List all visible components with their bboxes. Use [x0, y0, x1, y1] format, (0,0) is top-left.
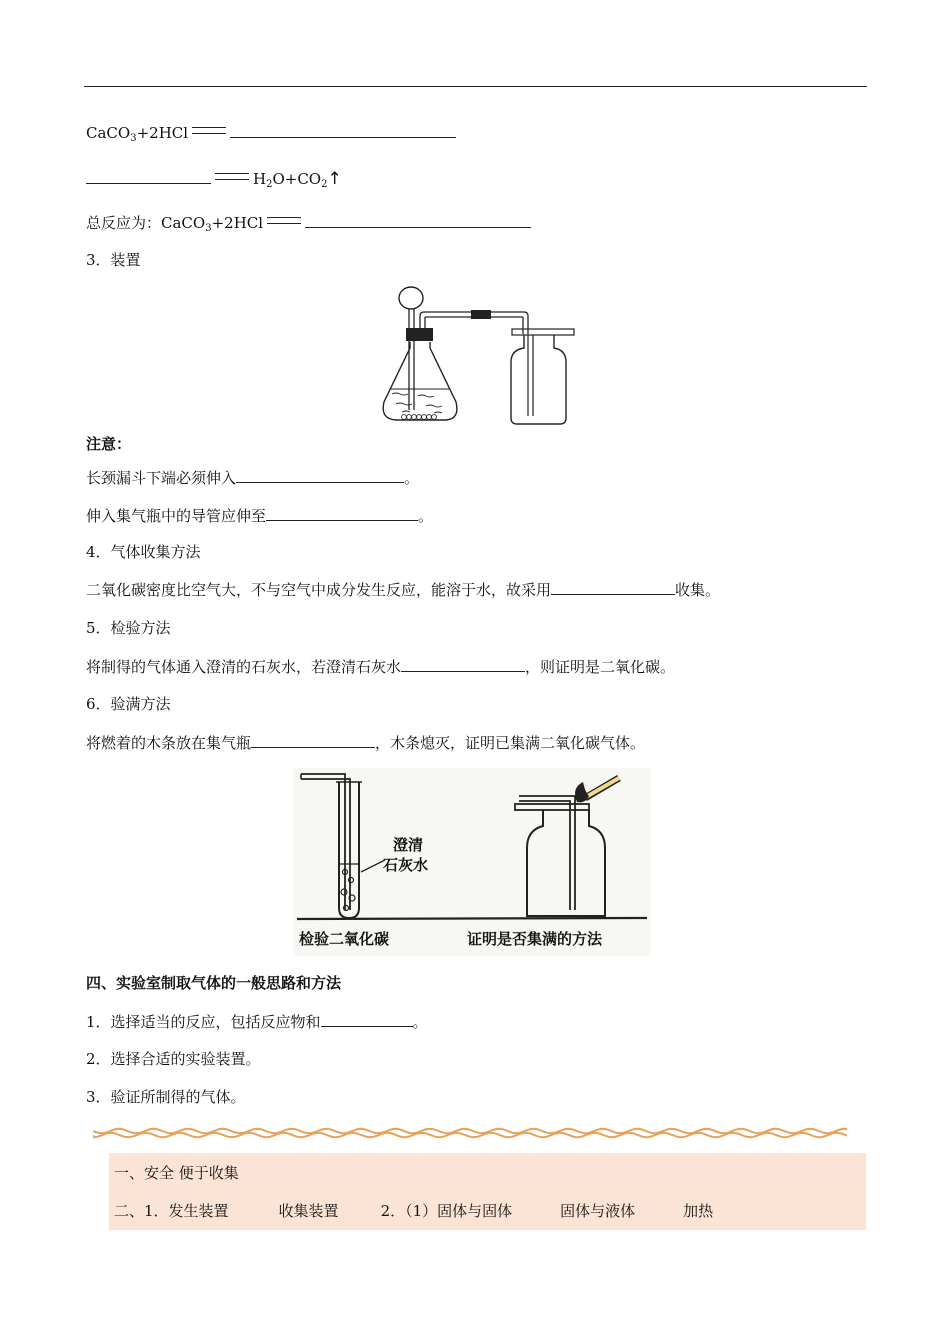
step-2: 2．选择合适的实验装置。 — [86, 1050, 261, 1068]
answer-line-1: 一、安全 便于收集 — [114, 1164, 239, 1182]
answer-blank[interactable] — [230, 122, 456, 138]
equals-sign — [215, 173, 249, 180]
answer-blank[interactable] — [305, 212, 531, 228]
equation-total: 总反应为：CaCO$_3$+2HCl — [86, 212, 531, 239]
test-figure — [293, 768, 651, 956]
section-four-title: 四、实验室制取气体的一般思路和方法 — [86, 974, 342, 992]
answer-line-2: 二、1．发生装置 收集装置 2．（1）固体与固体 固体与液体 加热 — [114, 1202, 714, 1220]
limewater-label-1: 澄清 — [393, 836, 424, 854]
full-check-text: 将燃着的木条放在集气瓶 ，木条熄灭，证明已集满二氧化碳气体。 — [86, 734, 646, 752]
note-funnel: 长颈漏斗下端必须伸入 。 — [86, 469, 420, 487]
equation-1: CaCO$_3$+2HCl — [86, 122, 456, 149]
section-test: 5．检验方法 — [86, 619, 171, 637]
collection-text: 二氧化碳密度比空气大，不与空气中成分发生反应，能溶于水，故采用 收集。 — [86, 581, 721, 599]
answer-blank[interactable] — [251, 732, 375, 748]
answer-blank[interactable] — [551, 579, 675, 595]
test-text: 将制得的气体通入澄清的石灰水，若澄清石灰水 ，则证明是二氧化碳。 — [86, 658, 676, 676]
step-1: 1．选择适当的反应，包括反应物和 。 — [86, 1013, 428, 1031]
equation-2: $H_2O+CO_2↑$ — [86, 168, 342, 195]
apparatus-figure — [378, 282, 578, 428]
note-title: 注意： — [86, 435, 132, 453]
section-collection: 4．气体收集方法 — [86, 543, 201, 561]
caption-full-check: 证明是否集满的方法 — [467, 930, 603, 948]
note-tube: 伸入集气瓶中的导管应伸至 。 — [86, 507, 434, 525]
answer-blank[interactable] — [236, 467, 404, 483]
answer-blank[interactable] — [86, 168, 211, 184]
caption-test-co2: 检验二氧化碳 — [299, 930, 390, 948]
equals-sign — [192, 127, 226, 134]
answer-blank[interactable] — [321, 1011, 413, 1027]
wave-divider — [93, 1126, 847, 1140]
answer-blank[interactable] — [266, 505, 418, 521]
step-3: 3．验证所制得的气体。 — [86, 1088, 246, 1106]
gas-arrow-icon: ↑ — [327, 169, 342, 189]
header-rule — [84, 86, 867, 87]
equals-sign — [267, 217, 301, 224]
section-full-check: 6．验满方法 — [86, 695, 171, 713]
limewater-label-2: 石灰水 — [383, 856, 429, 874]
section-apparatus: 3．装置 — [86, 251, 141, 269]
answer-blank[interactable] — [401, 656, 525, 672]
